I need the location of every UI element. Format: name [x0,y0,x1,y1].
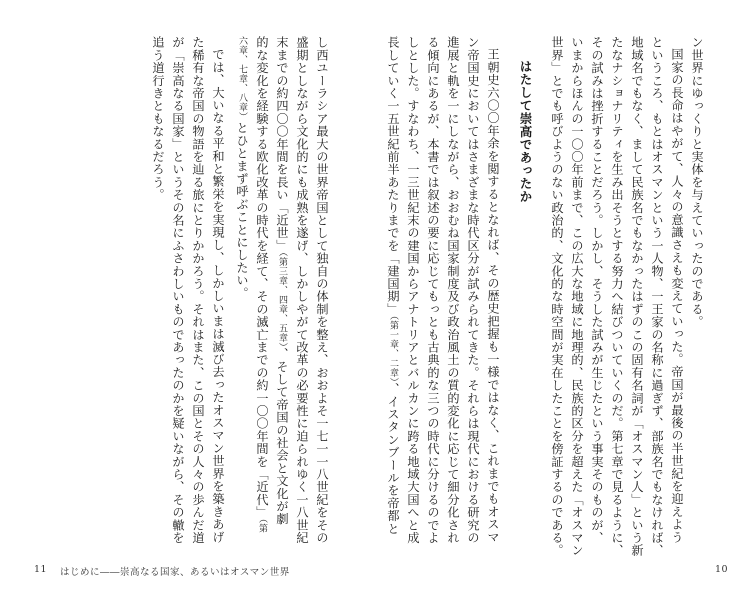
text-segment: 、イスタンブールを帝都と [386,382,400,535]
text-line: が「崇高なる国家」というその名にふさわしいものであったのかを疑いながら、その轍を [171,36,185,544]
text-line: 追う道行きともなるだろう。 [151,36,165,202]
page-number: 10 [715,564,729,575]
text-line: ン世界にゆっくりと実体を与えていったのである。 [690,36,704,329]
text-line: いまからほんの一〇〇年前まで、この広大な地域に地理的、民族的区分を超えた「オスマン [570,36,584,557]
text-line: 王朝史六〇〇年余を閲するとなれば、その歴史把握も一様ではなく、これまでもオスマ [486,48,500,544]
text-line: 盛期としながら文化的にも成熟を遂げ、しかしやがて改革の必要性に迫られゆく一八世紀 [295,36,309,544]
text-line [252,36,272,533]
text-line: た稀有な帝国の物語を辿る旅にとりかかろう。それはまた、この国とその人々の歩んだ道 [191,36,205,544]
chapter-note: （第三章、四章、五章） [277,251,287,348]
text-line: 国家の長命はやがて、人々の意識さえも変えていった。帝国が最後の半世紀を迎えよう [670,48,684,544]
text-line: その試みは挫折することだろう。しかし、そうした試みが生じたという事実そのものが、 [590,36,604,544]
text-segment: とひとまず呼ぶことにしたい。 [235,121,249,300]
text-line: 世界」とでも呼びようのない政治的、文化的な時空間が実在したことを傍証するのである。 [550,36,564,557]
text-line: たなナショナリティを生み出そうとする努力へ結びついていくのだ。第七章で見るように、 [610,36,624,557]
text-line: し西ユーラシア最大の世界帝国として独自の体制を整え、おおよそ一七一一八世紀をその [315,36,329,544]
text-segment: 長していく一五世紀前半あたりまでを「建国期」 [386,36,400,316]
chapter-note: 六章、七章、八章） [237,36,247,122]
chapter-note: （第一章、二章） [388,315,398,383]
text-line [232,36,252,299]
page-number: 11 [34,564,48,575]
text-line [383,36,403,535]
text-line: ン帝国史においてはさまざまな時代区分が試みられてきた。それらは現代における研究の [466,36,480,544]
text-line: しとした。すなわち、一三世紀末の建国からアナトリアとバルカンに跨る地域大国へと成 [406,36,420,544]
chapter-note: （第 [257,518,267,534]
section-heading: はたして崇高であったか [518,60,533,203]
text-line: る傾向にあるが、本書では叙述の要に応じてもっとも古典的な三つの時代に分けるのでよ [426,36,440,544]
text-segment: 、そして帝国の社会と文化が劇 [275,347,289,526]
text-segment: 末までの約四〇〇年間を長い「近世」 [275,36,289,252]
text-line: では、大いなる平和と繁栄を実現し、しかしいまは滅び去ったオスマン世界を築きあげ [211,48,225,544]
text-line: というころ、もとはオスマンという一人物、一王家の名称に過ぎず、部族名でもなければ、 [650,36,664,557]
running-head: はじめに――崇高なる国家、あるいはオスマン世界 [60,567,290,578]
right-page [367,0,735,600]
text-line: 進展と軌を一にしながら、おおむね国家制度及び政治風土の質的変化に応じて細分化され [446,36,460,544]
text-line [272,36,292,525]
text-segment: 的な変化を経験する欧化改革の時代を経て、その滅亡までの約一〇〇年間を「近代」 [255,36,269,519]
left-page [0,0,367,600]
text-line: 地域名でもなく、まして民族名でもなかったはずのこの固有名詞が「オスマン人」という新 [630,36,644,557]
